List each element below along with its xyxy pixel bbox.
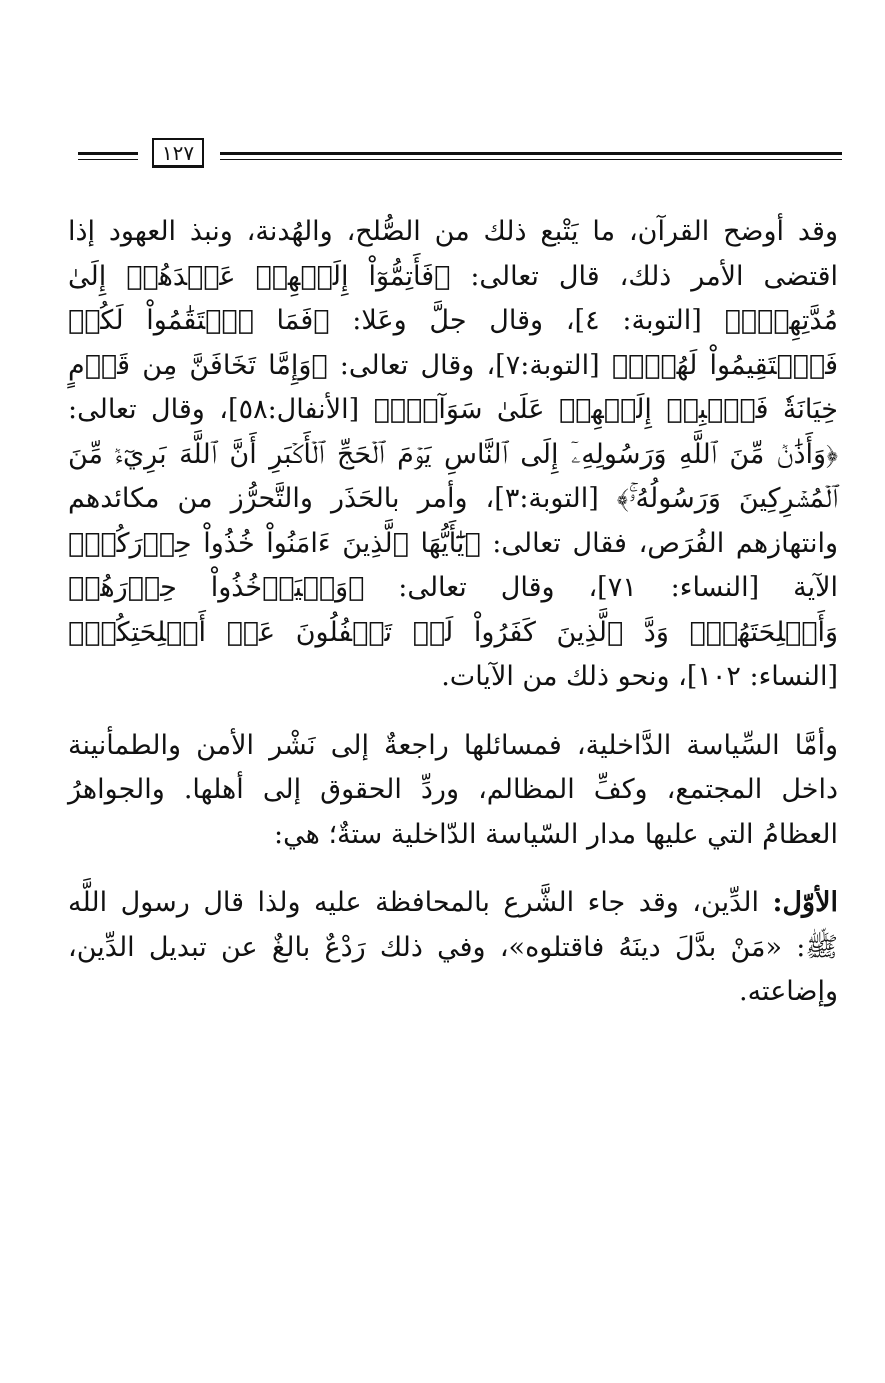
paragraph-external-policy: وقد أوضح القرآن، ما يَتْبع ذلك من الصُّلح، والهُدنة، ونبذ العهود إذا اقتضى الأمر ذلك، قال تعالى: ﴿فَأَتِمُّوٓاْ إِلَيۡهِمۡ عَهۡدَهُمۡ إِلَىٰ مُدَّتِهِمۡۚ﴾ [التوبة: ٤]، وقال جلَّ وعَلا: ﴿فَمَا ٱسۡتَقَٰمُواْ لَكُمۡ فَٱسۡتَقِيمُواْ لَهُمۡۚ﴾ [التوبة:٧]، وقال تعالى: ﴿وَإِمَّا تَخَافَنَّ مِن قَوۡمٍ خِيَانَةٗ فَٱنۢبِذۡ إِلَيۡهِمۡ عَلَىٰ سَوَآءٍۚ﴾ [الأنفال:٥٨]، وقال تعالى: ﴿وَأَذَٰنٞ مِّنَ ٱللَّهِ وَرَسُولِهِۦٓ إِلَى ٱلنَّاسِ يَوۡمَ ٱلۡحَجِّ ٱلۡأَكۡبَرِ أَنَّ ٱللَّهَ بَرِيٓءٞ مِّنَ ٱلۡمُشۡرِكِينَ وَرَسُولُهُۥۚ﴾ [التوبة:٣]، وأمر بالحَذَر والتَّحرُّز من مكائدهم وانتهازهم الفُرَص، فقال تعالى: ﴿يَٰٓأَيُّهَا ٱلَّذِينَ ءَامَنُواْ خُذُواْ حِذۡرَكُمۡ﴾ الآية [النساء: ٧١]، وقال تعالى: ﴿وَلۡيَأۡخُذُواْ حِذۡرَهُمۡ وَأَسۡلِحَتَهُمۡۗ وَدَّ ٱلَّذِينَ كَفَرُواْ لَوۡ تَغۡفُلُونَ عَنۡ أَسۡلِحَتِكُمۡ﴾ [النساء: ١٠٢]، ونحو ذلك من الآيات. [68, 216, 838, 692]
first-essential-text: الدِّين، وقد جاء الشَّرع بالمحافظة عليه ولذا قال رسول اللَّه ﷺ: «مَنْ بدَّلَ دينَهُ فاقتلوه»، وفي ذلك رَدْعٌ بالغٌ عن تبديل الدِّين، وإضاعته. [68, 887, 838, 1007]
header-rule-long [220, 152, 842, 160]
page-header [72, 136, 842, 176]
paragraph-first-essential [68, 881, 838, 1015]
first-essential-label: الأوّل: [772, 887, 838, 918]
paragraph-internal-policy: وأمَّا السِّياسة الدَّاخلية، فمسائلها راجعةٌ إلى نَشْر الأمن والطمأنينة داخل المجتمع، وكفِّ المظالم، وردِّ الحقوق إلى أهلها. والجواهرُ العظامُ التي عليها مدار السّياسة الدّاخلية ستةٌ؛ هي: [68, 729, 838, 850]
page-body [68, 210, 838, 1015]
page-number: ١٢٧ [152, 138, 204, 168]
header-rule-short [78, 152, 138, 160]
